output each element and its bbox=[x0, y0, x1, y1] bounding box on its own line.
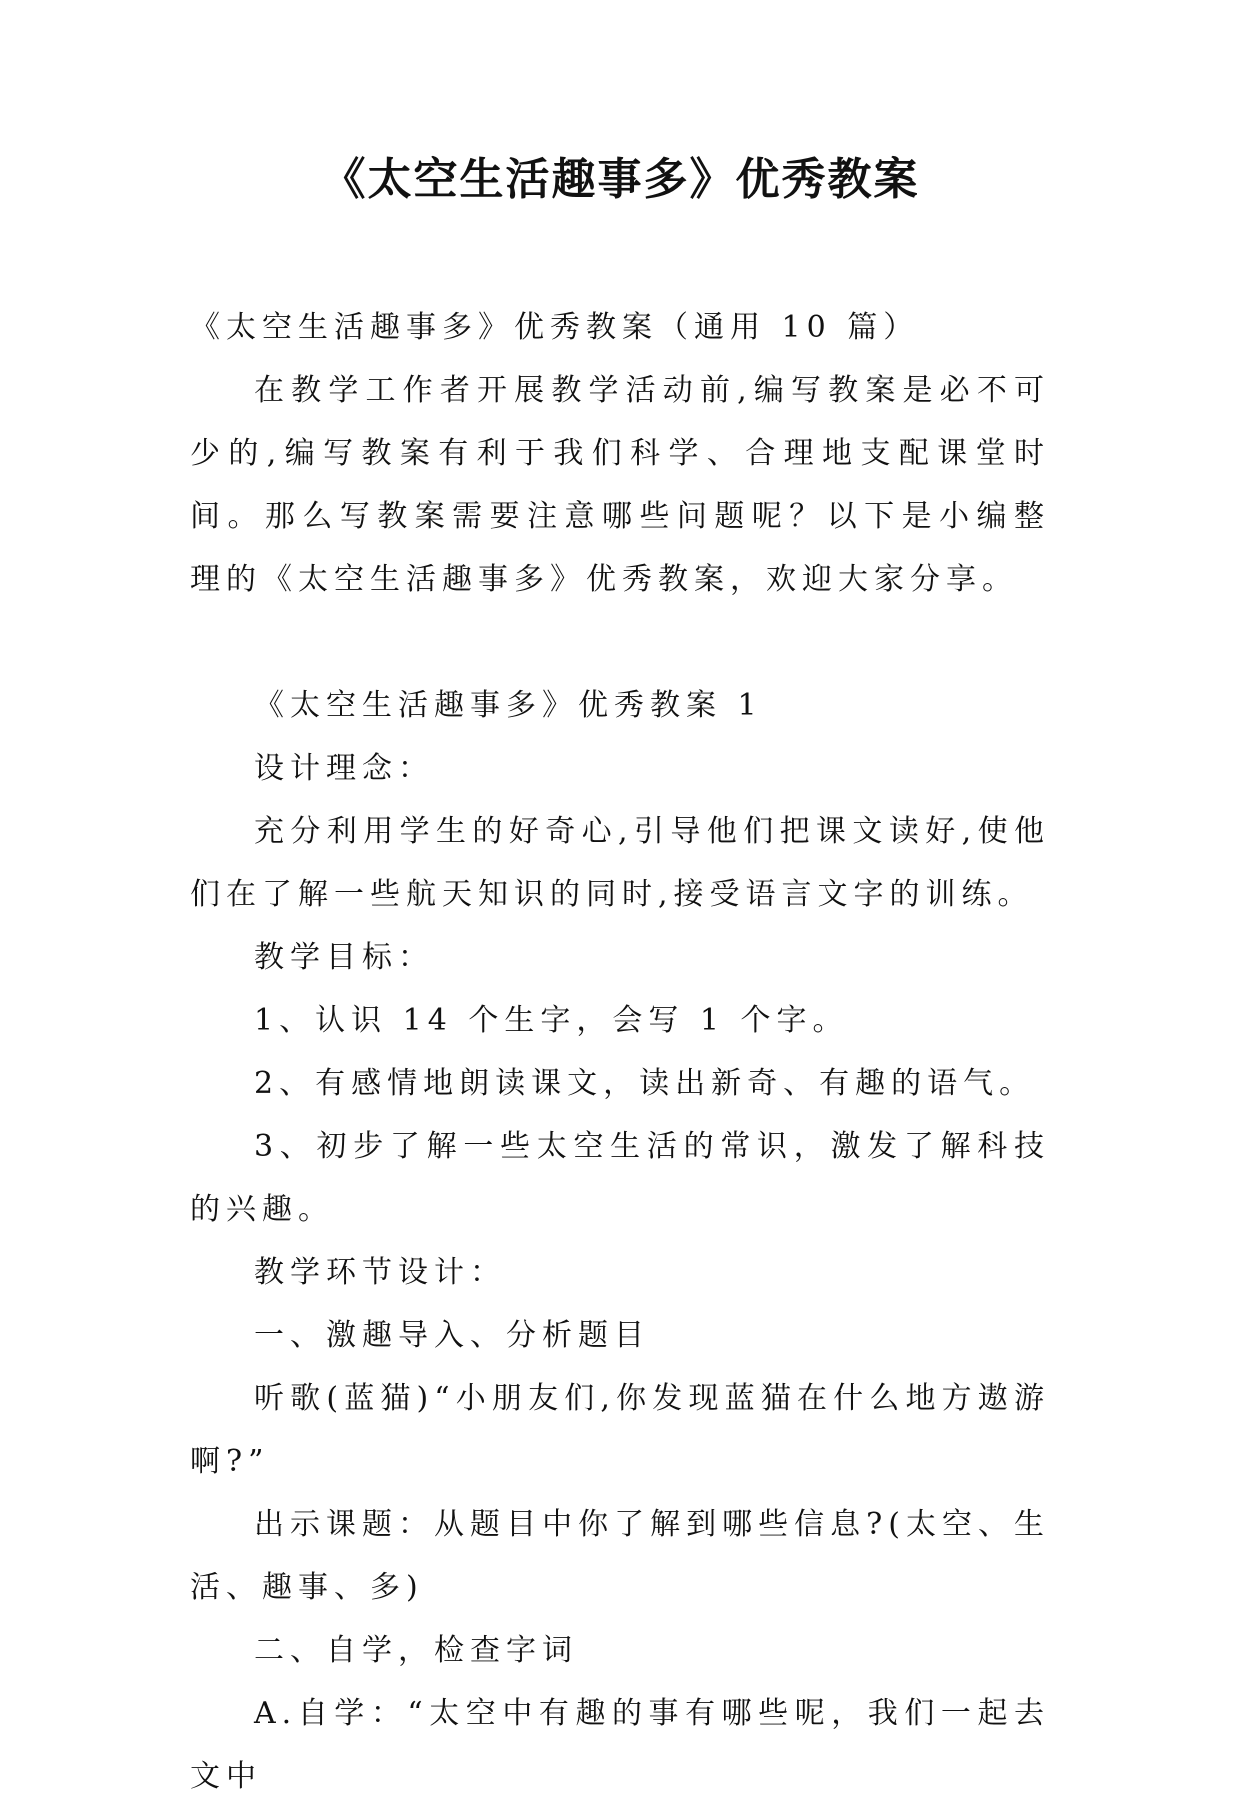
paragraph: 2、有感情地朗读课文，读出新奇、有趣的语气。 bbox=[254, 1066, 1036, 1101]
paragraph: 《太空生活趣事多》优秀教案（通用 10 篇） bbox=[190, 310, 920, 345]
document-title: 《太空生活趣事多》优秀教案 bbox=[321, 154, 920, 205]
paragraph: 二、自学，检查字词 bbox=[254, 1633, 578, 1668]
paragraph: 1、认识 14 个生字，会写 1 个字。 bbox=[254, 1003, 849, 1038]
paragraph: 教学目标： bbox=[254, 940, 434, 975]
paragraph-gap bbox=[190, 611, 1050, 674]
paragraph: 3、初步了解一些太空生活的常识，激发了解科技的兴趣。 bbox=[190, 1129, 1050, 1227]
document-body bbox=[190, 296, 1050, 1808]
paragraph: 听歌(蓝猫)“小朋友们,你发现蓝猫在什么地方遨游啊?” bbox=[190, 1381, 1050, 1479]
paragraph: 教学环节设计： bbox=[254, 1255, 506, 1290]
paragraph: 充分利用学生的好奇心,引导他们把课文读好,使他们在了解一些航天知识的同时,接受语言文字的训练。 bbox=[190, 814, 1050, 912]
paragraph: 在教学工作者开展教学活动前,编写教案是必不可少的,编写教案有利于我们科学、合理地支配课堂时间。那么写教案需要注意哪些问题呢？以下是小编整理的《太空生活趣事多》优秀教案，欢迎大家分享。 bbox=[190, 373, 1050, 597]
paragraph: 出示课题：从题目中你了解到哪些信息?(太空、生活、趣事、多) bbox=[190, 1507, 1050, 1605]
paragraph: 一、激趣导入、分析题目 bbox=[254, 1318, 650, 1353]
paragraph: 设计理念： bbox=[254, 751, 434, 786]
paragraph: A.自学：“太空中有趣的事有哪些呢，我们一起去文中 bbox=[190, 1696, 1050, 1794]
paragraph: 《太空生活趣事多》优秀教案 1 bbox=[254, 688, 763, 723]
